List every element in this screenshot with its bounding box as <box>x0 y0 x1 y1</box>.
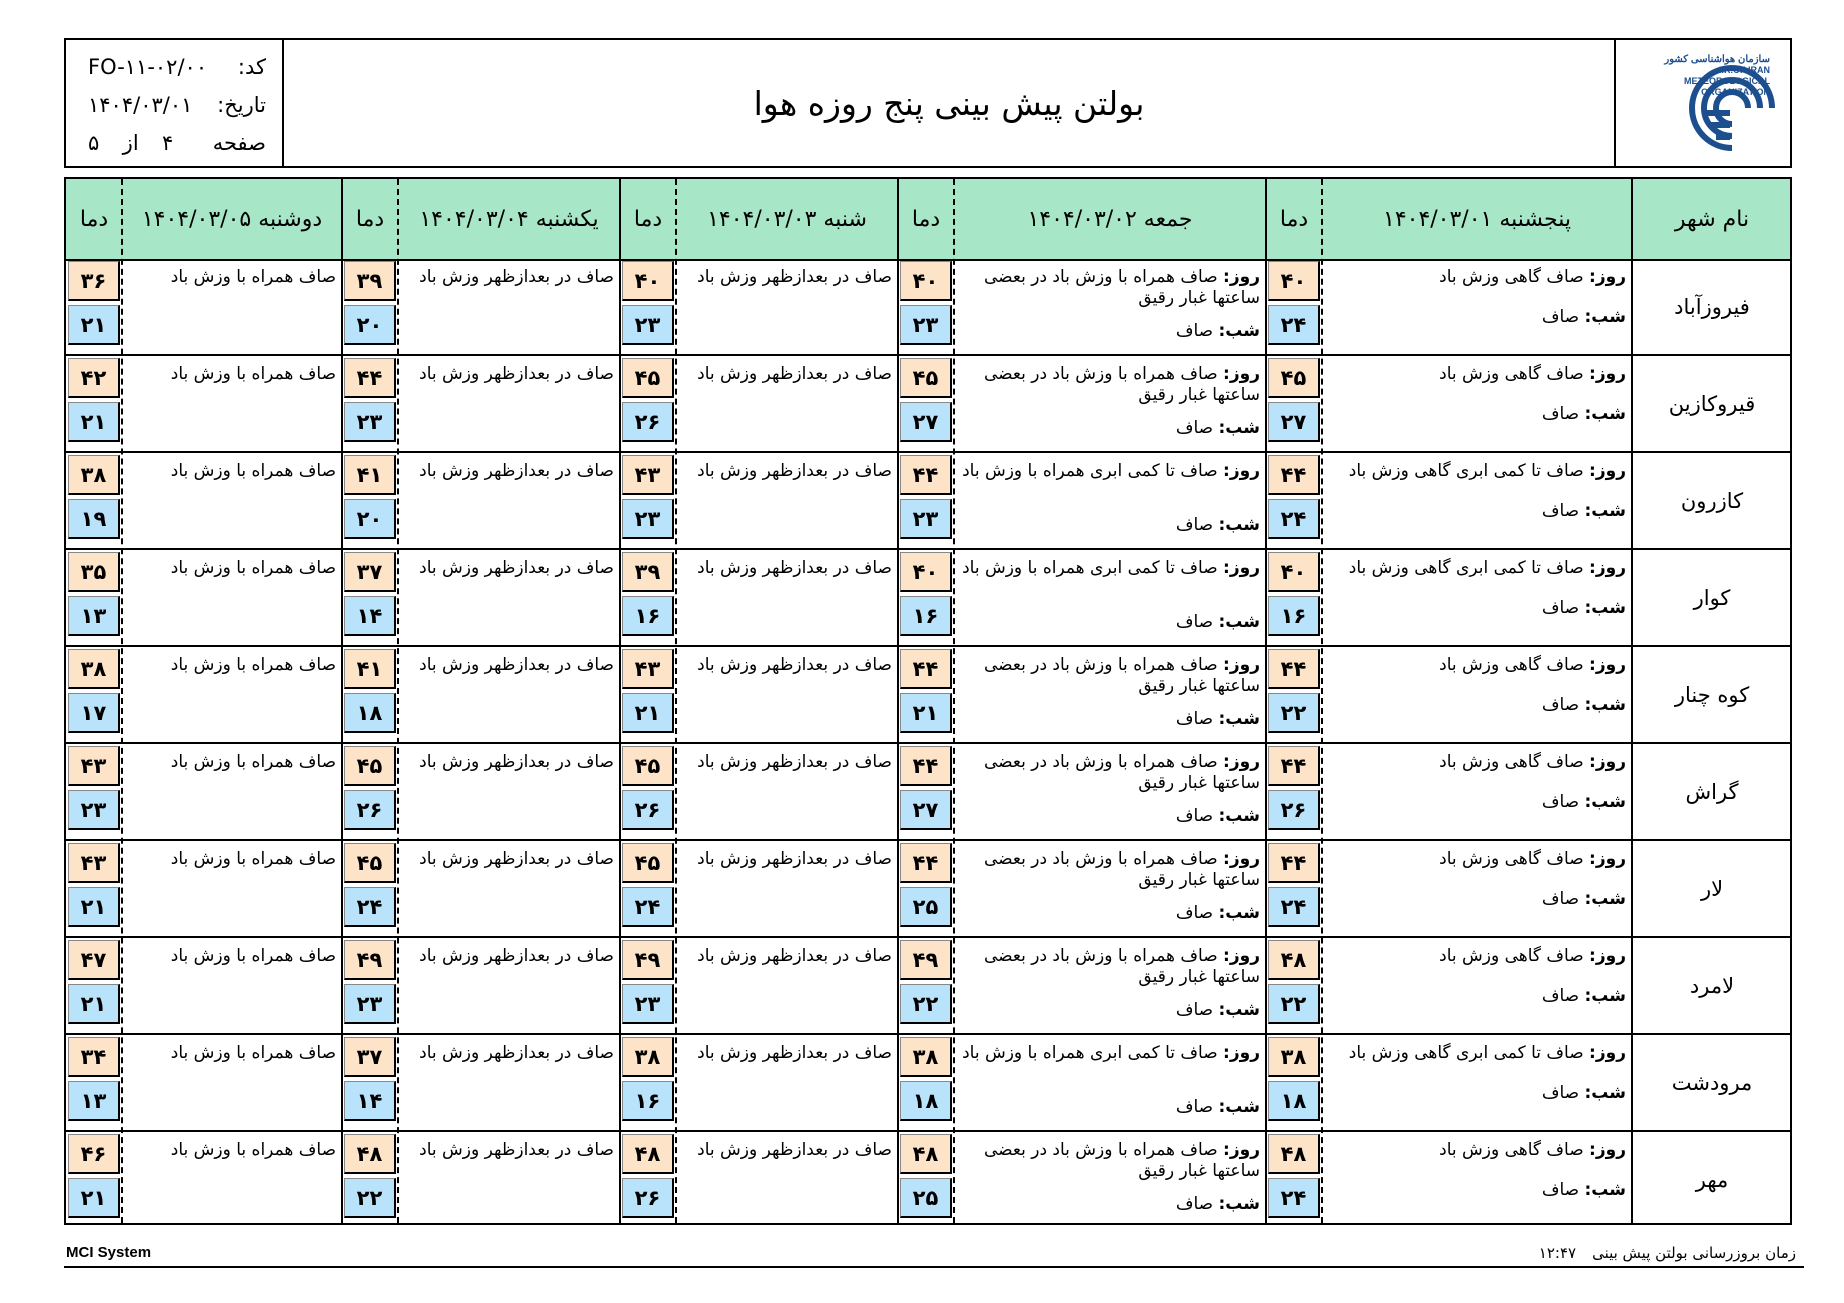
day2-day-forecast: روز: صاف تا کمی ابری همراه با وزش باد <box>962 558 1260 578</box>
code-value: FO-۱۱-۰۲/۰۰ <box>88 55 208 79</box>
day5-forecast: صاف همراه با وزش باد <box>170 946 336 966</box>
day2-day-forecast: روز: صاف تا کمی ابری همراه با وزش باد <box>962 461 1260 481</box>
day5-forecast: صاف همراه با وزش باد <box>170 655 336 675</box>
day3-max-temp: ۴۳ <box>622 649 674 689</box>
day4-forecast: صاف در بعدازظهر وزش باد <box>419 655 614 675</box>
day4-max-temp: ۴۸ <box>344 1134 396 1174</box>
table-row <box>66 938 1790 1035</box>
footer-update-time <box>1539 1244 1796 1262</box>
day4-max-temp: ۳۷ <box>344 1037 396 1077</box>
day1-min-temp: ۱۸ <box>1268 1081 1320 1121</box>
day3-max-temp: ۴۰ <box>622 261 674 301</box>
city-name: کوه چنار <box>1674 682 1750 707</box>
col-temp-day4: دما <box>355 206 385 232</box>
col-temp-day2: دما <box>911 206 941 232</box>
city-name: فیروزآباد <box>1674 294 1750 319</box>
table-row <box>66 1132 1790 1229</box>
day2-night-forecast: شب: صاف <box>1175 709 1260 729</box>
day1-day-forecast: روز: صاف گاهی وزش باد <box>1439 267 1626 287</box>
col-day1: پنجشنبه ۱۴۰۴/۰۳/۰۱ <box>1383 206 1572 232</box>
day2-day-forecast: روز: صاف همراه با وزش باد در بعضی ساعتها غبار رقیق <box>983 946 1260 987</box>
day1-max-temp: ۴۰ <box>1268 261 1320 301</box>
day1-day-forecast: روز: صاف گاهی وزش باد <box>1439 655 1626 675</box>
day1-min-temp: ۲۲ <box>1268 984 1320 1024</box>
day1-day-forecast: روز: صاف گاهی وزش باد <box>1439 364 1626 384</box>
day4-forecast: صاف در بعدازظهر وزش باد <box>419 558 614 578</box>
day2-max-temp: ۴۸ <box>900 1134 952 1174</box>
day1-night-forecast: شب: صاف <box>1541 1180 1626 1200</box>
day5-min-temp: ۱۷ <box>68 693 120 733</box>
city-name: کوار <box>1693 585 1731 610</box>
day1-min-temp: ۲۴ <box>1268 1178 1320 1218</box>
day5-max-temp: ۳۵ <box>68 552 120 592</box>
page-title: بولتن پیش بینی پنج روزه هوا <box>753 83 1145 123</box>
day2-day-forecast: روز: صاف همراه با وزش باد در بعضی ساعتها غبار رقیق <box>983 849 1260 890</box>
day3-forecast: صاف در بعدازظهر وزش باد <box>697 1043 892 1063</box>
day5-min-temp: ۱۹ <box>68 499 120 539</box>
day1-min-temp: ۲۴ <box>1268 305 1320 345</box>
day4-forecast: صاف در بعدازظهر وزش باد <box>419 1043 614 1063</box>
day5-min-temp: ۲۳ <box>68 790 120 830</box>
day2-night-forecast: شب: صاف <box>1175 418 1260 438</box>
col-day3: شنبه ۱۴۰۴/۰۳/۰۳ <box>707 206 867 232</box>
organization-logo <box>1614 40 1790 166</box>
day1-min-temp: ۱۶ <box>1268 596 1320 636</box>
day1-day-forecast: روز: صاف گاهی وزش باد <box>1439 1140 1626 1160</box>
day2-night-forecast: شب: صاف <box>1175 321 1260 341</box>
day5-min-temp: ۲۱ <box>68 1178 120 1218</box>
footer-time: ۱۲:۴۷ <box>1538 1244 1577 1262</box>
day4-forecast: صاف در بعدازظهر وزش باد <box>419 752 614 772</box>
day3-max-temp: ۳۹ <box>622 552 674 592</box>
day4-forecast: صاف در بعدازظهر وزش باد <box>419 946 614 966</box>
day5-min-temp: ۲۱ <box>68 887 120 927</box>
day2-day-forecast: روز: صاف همراه با وزش باد در بعضی ساعتها غبار رقیق <box>983 655 1260 696</box>
day2-max-temp: ۳۸ <box>900 1037 952 1077</box>
day5-forecast: صاف همراه با وزش باد <box>170 1043 336 1063</box>
code-label: کد: <box>237 55 266 79</box>
city-name: قیروکازین <box>1668 391 1756 416</box>
day1-day-forecast: روز: صاف گاهی وزش باد <box>1439 946 1626 966</box>
table-row <box>66 744 1790 841</box>
day2-min-temp: ۲۳ <box>900 499 952 539</box>
col-temp-day1: دما <box>1279 206 1309 232</box>
footer-divider <box>64 1266 1804 1268</box>
day3-min-temp: ۱۶ <box>622 1081 674 1121</box>
day2-night-forecast: شب: صاف <box>1175 903 1260 923</box>
page-of: از <box>122 131 139 155</box>
day5-forecast: صاف همراه با وزش باد <box>170 1140 336 1160</box>
day2-max-temp: ۴۴ <box>900 455 952 495</box>
logo-caption: سازمان هواشناسی کشور I.R.OF IRAN METEOROLOGICAL ORGANIZATION <box>1664 54 1770 97</box>
day4-max-temp: ۳۷ <box>344 552 396 592</box>
col-city: نام شهر <box>1674 206 1750 232</box>
day4-min-temp: ۲۶ <box>344 790 396 830</box>
day3-min-temp: ۱۶ <box>622 596 674 636</box>
table-row <box>66 550 1790 647</box>
forecast-table <box>64 177 1792 1225</box>
day1-min-temp: ۲۴ <box>1268 499 1320 539</box>
day1-night-forecast: شب: صاف <box>1541 307 1626 327</box>
day3-max-temp: ۴۵ <box>622 746 674 786</box>
table-row <box>66 259 1790 356</box>
day4-max-temp: ۴۹ <box>344 940 396 980</box>
day5-forecast: صاف همراه با وزش باد <box>170 752 336 772</box>
day5-min-temp: ۲۱ <box>68 305 120 345</box>
day4-forecast: صاف در بعدازظهر وزش باد <box>419 461 614 481</box>
day5-min-temp: ۲۱ <box>68 984 120 1024</box>
day3-max-temp: ۴۹ <box>622 940 674 980</box>
day2-night-forecast: شب: صاف <box>1175 612 1260 632</box>
footer-system: MCI System <box>66 1244 152 1261</box>
day5-max-temp: ۴۶ <box>68 1134 120 1174</box>
day2-min-temp: ۱۸ <box>900 1081 952 1121</box>
day2-min-temp: ۲۵ <box>900 1178 952 1218</box>
table-row <box>66 647 1790 744</box>
page-label: صفحه <box>212 131 266 155</box>
day4-max-temp: ۴۴ <box>344 358 396 398</box>
page-total: ۵ <box>88 131 100 155</box>
day5-min-temp: ۱۳ <box>68 596 120 636</box>
day2-max-temp: ۴۴ <box>900 843 952 883</box>
city-name: کازرون <box>1680 488 1744 513</box>
day1-night-forecast: شب: صاف <box>1541 501 1626 521</box>
day2-min-temp: ۲۷ <box>900 402 952 442</box>
day1-max-temp: ۴۸ <box>1268 1134 1320 1174</box>
day1-min-temp: ۲۶ <box>1268 790 1320 830</box>
day2-min-temp: ۲۵ <box>900 887 952 927</box>
day3-forecast: صاف در بعدازظهر وزش باد <box>697 461 892 481</box>
day1-min-temp: ۲۴ <box>1268 887 1320 927</box>
day2-max-temp: ۴۵ <box>900 358 952 398</box>
day4-forecast: صاف در بعدازظهر وزش باد <box>419 849 614 869</box>
day3-forecast: صاف در بعدازظهر وزش باد <box>697 752 892 772</box>
day2-day-forecast: روز: صاف همراه با وزش باد در بعضی ساعتها غبار رقیق <box>983 267 1260 308</box>
day2-day-forecast: روز: صاف همراه با وزش باد در بعضی ساعتها غبار رقیق <box>983 1140 1260 1181</box>
day2-min-temp: ۲۳ <box>900 305 952 345</box>
day4-min-temp: ۱۸ <box>344 693 396 733</box>
day4-min-temp: ۲۳ <box>344 984 396 1024</box>
day4-max-temp: ۴۵ <box>344 843 396 883</box>
day3-forecast: صاف در بعدازظهر وزش باد <box>697 946 892 966</box>
day1-day-forecast: روز: صاف گاهی وزش باد <box>1439 849 1626 869</box>
day4-min-temp: ۲۰ <box>344 305 396 345</box>
day2-day-forecast: روز: صاف همراه با وزش باد در بعضی ساعتها غبار رقیق <box>983 752 1260 793</box>
day3-forecast: صاف در بعدازظهر وزش باد <box>697 267 892 287</box>
day3-forecast: صاف در بعدازظهر وزش باد <box>697 364 892 384</box>
day5-forecast: صاف همراه با وزش باد <box>170 461 336 481</box>
day3-min-temp: ۲۳ <box>622 984 674 1024</box>
day2-max-temp: ۴۴ <box>900 649 952 689</box>
col-day5: دوشنبه ۱۴۰۴/۰۳/۰۵ <box>141 206 323 232</box>
day4-max-temp: ۴۱ <box>344 455 396 495</box>
day1-max-temp: ۴۴ <box>1268 455 1320 495</box>
day5-min-temp: ۲۱ <box>68 402 120 442</box>
day2-night-forecast: شب: صاف <box>1175 515 1260 535</box>
day1-max-temp: ۴۸ <box>1268 940 1320 980</box>
day1-min-temp: ۲۲ <box>1268 693 1320 733</box>
day3-min-temp: ۲۳ <box>622 305 674 345</box>
day1-day-forecast: روز: صاف تا کمی ابری گاهی وزش باد <box>1348 461 1626 481</box>
day1-night-forecast: شب: صاف <box>1541 598 1626 618</box>
day2-night-forecast: شب: صاف <box>1175 1194 1260 1214</box>
day3-forecast: صاف در بعدازظهر وزش باد <box>697 558 892 578</box>
day4-forecast: صاف در بعدازظهر وزش باد <box>419 364 614 384</box>
day2-min-temp: ۲۷ <box>900 790 952 830</box>
day1-night-forecast: شب: صاف <box>1541 1083 1626 1103</box>
date-label: تاریخ: <box>217 93 266 117</box>
day4-max-temp: ۴۵ <box>344 746 396 786</box>
day2-min-temp: ۲۲ <box>900 984 952 1024</box>
day1-night-forecast: شب: صاف <box>1541 889 1626 909</box>
day4-min-temp: ۲۳ <box>344 402 396 442</box>
table-row <box>66 453 1790 550</box>
day5-max-temp: ۴۳ <box>68 746 120 786</box>
day3-min-temp: ۲۴ <box>622 887 674 927</box>
day2-max-temp: ۴۹ <box>900 940 952 980</box>
day4-max-temp: ۴۱ <box>344 649 396 689</box>
day5-min-temp: ۱۳ <box>68 1081 120 1121</box>
day2-max-temp: ۴۴ <box>900 746 952 786</box>
day1-night-forecast: شب: صاف <box>1541 404 1626 424</box>
day1-day-forecast: روز: صاف تا کمی ابری گاهی وزش باد <box>1348 1043 1626 1063</box>
day3-min-temp: ۲۶ <box>622 1178 674 1218</box>
day3-min-temp: ۲۱ <box>622 693 674 733</box>
col-day2: جمعه ۱۴۰۴/۰۳/۰۲ <box>1027 206 1193 232</box>
day5-max-temp: ۳۸ <box>68 649 120 689</box>
day3-min-temp: ۲۶ <box>622 790 674 830</box>
day3-max-temp: ۴۳ <box>622 455 674 495</box>
day5-max-temp: ۳۶ <box>68 261 120 301</box>
day1-day-forecast: روز: صاف تا کمی ابری گاهی وزش باد <box>1348 558 1626 578</box>
day2-night-forecast: شب: صاف <box>1175 1000 1260 1020</box>
day3-max-temp: ۳۸ <box>622 1037 674 1077</box>
day4-min-temp: ۱۴ <box>344 1081 396 1121</box>
page-current: ۴ <box>162 131 174 155</box>
day5-max-temp: ۳۸ <box>68 455 120 495</box>
date-value: ۱۴۰۴/۰۳/۰۱ <box>88 93 193 117</box>
day2-min-temp: ۱۶ <box>900 596 952 636</box>
day5-max-temp: ۳۴ <box>68 1037 120 1077</box>
day4-max-temp: ۳۹ <box>344 261 396 301</box>
day3-forecast: صاف در بعدازظهر وزش باد <box>697 1140 892 1160</box>
day1-night-forecast: شب: صاف <box>1541 792 1626 812</box>
day2-night-forecast: شب: صاف <box>1175 806 1260 826</box>
day3-min-temp: ۲۶ <box>622 402 674 442</box>
day3-max-temp: ۴۵ <box>622 843 674 883</box>
day3-max-temp: ۴۸ <box>622 1134 674 1174</box>
city-name: لار <box>1700 876 1724 901</box>
table-row <box>66 1035 1790 1132</box>
day3-forecast: صاف در بعدازظهر وزش باد <box>697 849 892 869</box>
day2-min-temp: ۲۱ <box>900 693 952 733</box>
city-name: مرودشت <box>1671 1070 1753 1095</box>
footer-update-label: زمان بروزرسانی بولتن پیش بینی <box>1592 1244 1796 1262</box>
day1-max-temp: ۴۴ <box>1268 649 1320 689</box>
day2-day-forecast: روز: صاف همراه با وزش باد در بعضی ساعتها غبار رقیق <box>983 364 1260 405</box>
city-name: لامرد <box>1689 973 1735 998</box>
col-temp-day5: دما <box>79 206 109 232</box>
day1-max-temp: ۴۴ <box>1268 843 1320 883</box>
table-header <box>66 179 1790 261</box>
day5-forecast: صاف همراه با وزش باد <box>170 364 336 384</box>
day1-day-forecast: روز: صاف گاهی وزش باد <box>1439 752 1626 772</box>
day3-max-temp: ۴۵ <box>622 358 674 398</box>
day1-max-temp: ۴۴ <box>1268 746 1320 786</box>
day3-min-temp: ۲۳ <box>622 499 674 539</box>
day5-max-temp: ۴۷ <box>68 940 120 980</box>
day4-forecast: صاف در بعدازظهر وزش باد <box>419 1140 614 1160</box>
day4-min-temp: ۲۲ <box>344 1178 396 1218</box>
bulletin-header <box>64 38 1792 168</box>
day1-min-temp: ۲۷ <box>1268 402 1320 442</box>
col-temp-day3: دما <box>633 206 663 232</box>
day4-min-temp: ۱۴ <box>344 596 396 636</box>
day2-max-temp: ۴۰ <box>900 261 952 301</box>
day4-min-temp: ۲۰ <box>344 499 396 539</box>
city-name: گراش <box>1685 779 1739 804</box>
table-row <box>66 841 1790 938</box>
day4-forecast: صاف در بعدازظهر وزش باد <box>419 267 614 287</box>
day1-night-forecast: شب: صاف <box>1541 695 1626 715</box>
city-name: مهر <box>1695 1167 1729 1192</box>
day4-min-temp: ۲۴ <box>344 887 396 927</box>
day1-max-temp: ۴۵ <box>1268 358 1320 398</box>
day5-max-temp: ۴۳ <box>68 843 120 883</box>
day5-max-temp: ۴۲ <box>68 358 120 398</box>
day3-forecast: صاف در بعدازظهر وزش باد <box>697 655 892 675</box>
col-day4: یکشنبه ۱۴۰۴/۰۳/۰۴ <box>419 206 599 232</box>
day2-day-forecast: روز: صاف تا کمی ابری همراه با وزش باد <box>962 1043 1260 1063</box>
day1-max-temp: ۴۰ <box>1268 552 1320 592</box>
day1-max-temp: ۳۸ <box>1268 1037 1320 1077</box>
document-meta <box>66 40 284 166</box>
day1-night-forecast: شب: صاف <box>1541 986 1626 1006</box>
day5-forecast: صاف همراه با وزش باد <box>170 267 336 287</box>
day2-max-temp: ۴۰ <box>900 552 952 592</box>
day2-night-forecast: شب: صاف <box>1175 1097 1260 1117</box>
day5-forecast: صاف همراه با وزش باد <box>170 558 336 578</box>
table-row <box>66 356 1790 453</box>
day5-forecast: صاف همراه با وزش باد <box>170 849 336 869</box>
